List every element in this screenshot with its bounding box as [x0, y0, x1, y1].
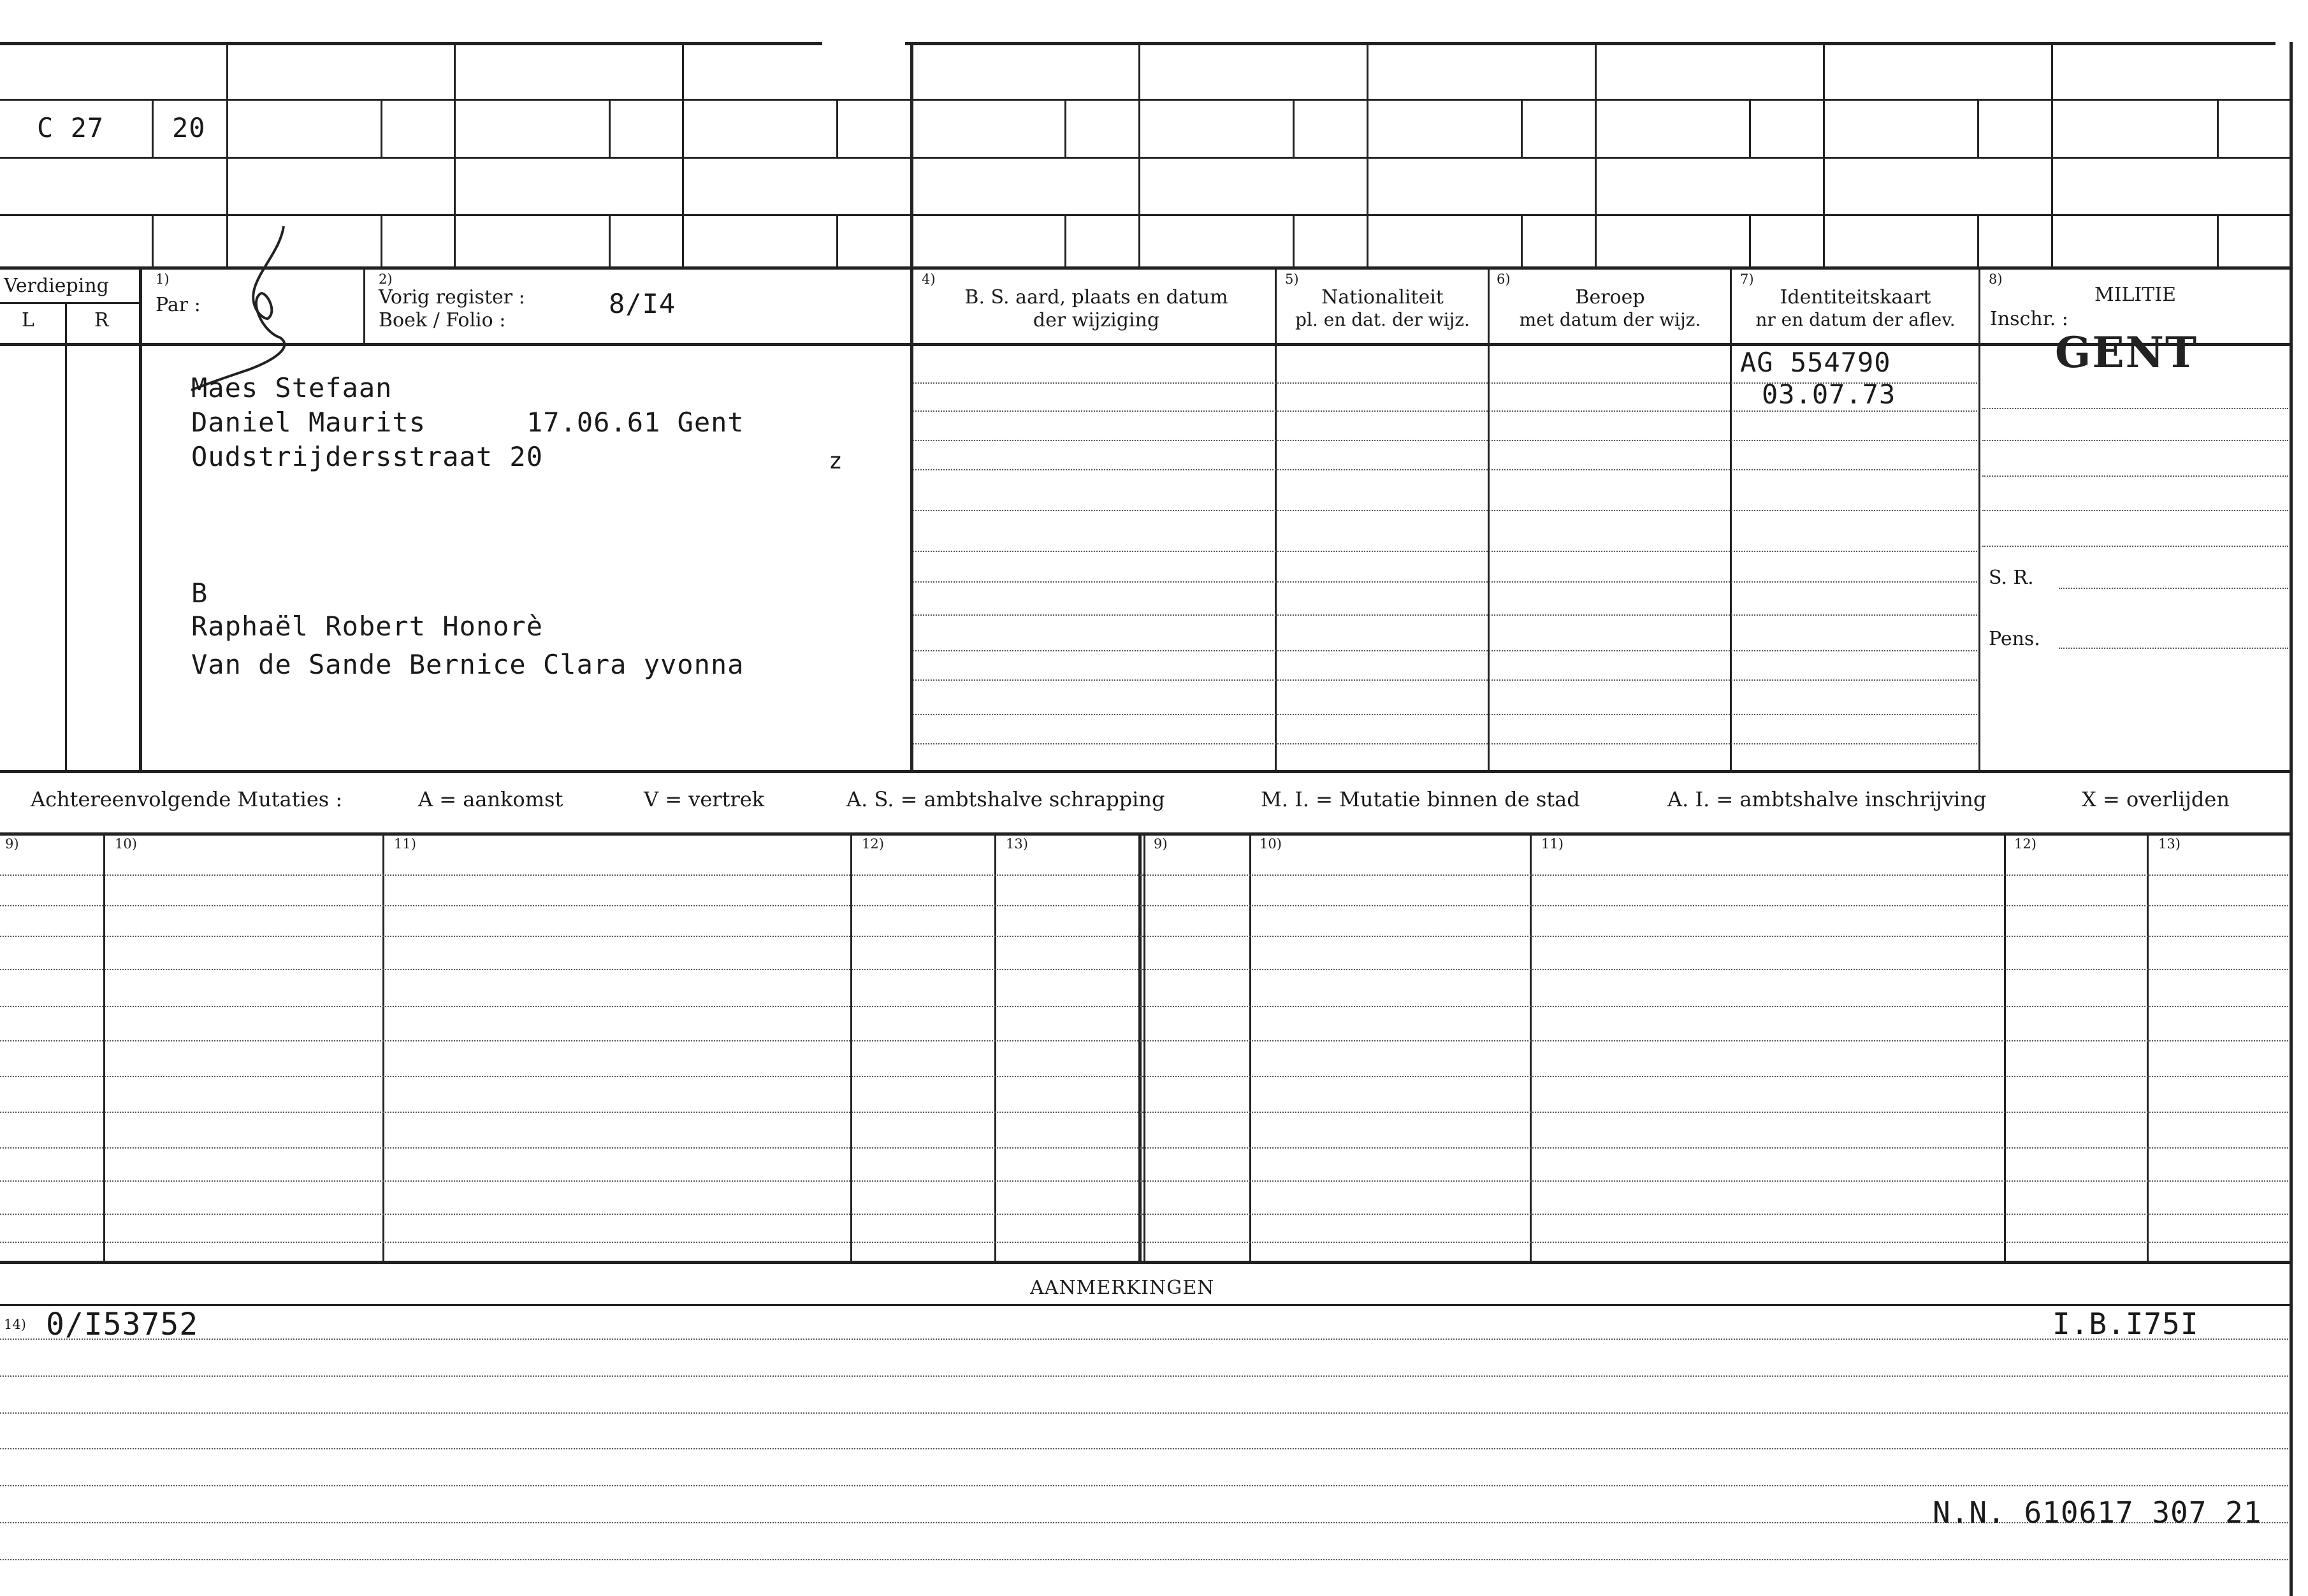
dotted-rule [2059, 588, 2288, 589]
legend-top-rule [0, 770, 2291, 773]
mut-row [0, 969, 2288, 970]
grid-sub [1293, 214, 1295, 266]
dotted-rule [913, 650, 1977, 651]
grid-sub [1749, 214, 1751, 266]
dotted-rule [913, 551, 1977, 552]
floor-l: L [22, 309, 34, 331]
header-rule [0, 343, 2291, 346]
person-line4: Raphaël Robert Honorè [191, 611, 544, 642]
grid-col [1823, 42, 1825, 266]
col-5-number: 5) [1285, 272, 1299, 287]
grid-col [1138, 42, 1140, 266]
col-14-number: 14) [4, 1317, 26, 1332]
person-line2: Daniel Maurits [191, 407, 426, 438]
grid-sub [2217, 99, 2219, 157]
grid-sub [1064, 99, 1066, 157]
national-number: N.N. 610617 307 21 [1933, 1495, 2262, 1530]
mut-row [0, 1147, 2288, 1149]
mut-row [0, 1076, 2288, 1077]
mut-right-col-9: 9) [1154, 836, 1168, 852]
mut-row [0, 1180, 2288, 1182]
legend-a: A = aankomst [418, 787, 563, 811]
legend-x: X = overlijden [2082, 787, 2230, 811]
col-1-border [139, 266, 142, 770]
mut-left-col-10: 10) [115, 836, 137, 852]
person-line5: Van de Sande Bernice Clara yvonna [191, 649, 744, 680]
mut-left-col-12: 12) [862, 836, 884, 852]
mut-col [2147, 832, 2149, 1261]
sr-label: S. R. [1989, 567, 2034, 589]
id-line1: Identiteitskaart [1780, 286, 1931, 308]
grid-sub [1521, 99, 1523, 157]
grid-col [1367, 42, 1368, 266]
person-line1: Maes Stefaan [191, 372, 393, 403]
mut-divider [1138, 832, 1142, 1261]
mut-left-col-11: 11) [394, 836, 416, 852]
book-folio-label: Boek / Folio : [379, 309, 506, 331]
job-line2: met datum der wijz. [1519, 309, 1701, 330]
col-6-number: 6) [1497, 272, 1511, 287]
col-8-number: 8) [1989, 272, 2003, 287]
mut-right-col-10: 10) [1259, 836, 1282, 852]
mut-row [0, 874, 2288, 876]
remarks-row [0, 1559, 2288, 1560]
col-4-border [910, 266, 913, 770]
col-1-number: 1) [156, 272, 170, 287]
grid-sub [609, 99, 611, 157]
bs-line2: der wijziging [1033, 309, 1160, 331]
floor-col-l [65, 302, 67, 770]
dotted-rule [1982, 510, 2288, 511]
legend-bottom-rule [0, 832, 2291, 836]
mark-b: B [191, 577, 208, 609]
mut-col [850, 832, 852, 1261]
grid-sub [1977, 99, 1979, 157]
id-line2: nr en datum der aflev. [1755, 309, 1956, 330]
handwritten-pointer-icon [185, 223, 300, 395]
remarks-value-left: 0/I53752 [46, 1307, 199, 1342]
grid-sub [1977, 214, 1979, 266]
col-7-number: 7) [1740, 272, 1754, 287]
nat-line2: pl. en dat. der wijz. [1295, 309, 1470, 330]
legend-title: Achtereenvolgende Mutaties : [31, 787, 343, 811]
par-label: Par : [156, 294, 201, 316]
top-rule-right [905, 42, 2275, 45]
dotted-rule [913, 614, 1977, 616]
grid-col [1595, 42, 1597, 266]
grid-col [454, 42, 456, 266]
mut-row [0, 1112, 2288, 1113]
dotted-rule [913, 679, 1977, 681]
id-date: 03.07.73 [1762, 379, 1896, 410]
mut-col [382, 832, 384, 1261]
dotted-rule [913, 410, 1977, 412]
code-b: 20 [172, 112, 206, 143]
nat-line1: Nationaliteit [1321, 286, 1444, 308]
dotted-rule [913, 743, 1977, 744]
bs-line1: B. S. aard, plaats en datum [964, 286, 1228, 308]
mark-z: z [829, 448, 843, 474]
dotted-rule [913, 581, 1977, 583]
dotted-rule [1982, 475, 2288, 477]
mut-left-col-13: 13) [1006, 836, 1028, 852]
remarks-top-rule [0, 1261, 2291, 1264]
dotted-rule [1982, 408, 2288, 409]
prev-register-value: 8/I4 [609, 288, 676, 319]
dotted-rule [913, 714, 1977, 715]
mut-col [1249, 832, 1251, 1261]
inschr-label: Inschr. : [1990, 308, 2068, 330]
mut-row [0, 936, 2288, 937]
militie-label: MILITIE [2094, 284, 2177, 306]
grid-sub [1521, 214, 1523, 266]
mut-divider [1143, 832, 1145, 1261]
col-2-border [363, 266, 365, 343]
grid-sub [836, 99, 838, 157]
col-7-border [1730, 266, 1732, 770]
dotted-rule [913, 440, 1977, 441]
grid-col [682, 42, 684, 266]
right-border [2290, 42, 2293, 1596]
grid-rule [0, 214, 2291, 216]
grid-sub [836, 214, 838, 266]
grid-sub [152, 99, 154, 157]
mut-left-col-9: 9) [5, 836, 19, 852]
person-address: Oudstrijdersstraat 20 [191, 441, 544, 472]
legend-ai: A. I. = ambtshalve inschrijving [1667, 787, 1987, 811]
grid-rule [0, 99, 2291, 101]
dotted-rule [2059, 648, 2288, 649]
grid-sub [1293, 99, 1295, 157]
job-line1: Beroep [1575, 286, 1645, 308]
person-birth: 17.06.61 Gent [526, 407, 744, 438]
grid-sub [2217, 214, 2219, 266]
grid-sub [381, 99, 382, 157]
mut-col [1530, 832, 1532, 1261]
mut-row [0, 1214, 2288, 1215]
grid-sub [609, 214, 611, 266]
grid-rule [0, 157, 2291, 159]
dotted-rule [913, 469, 1977, 470]
floor-r: R [94, 309, 109, 331]
code-a: C 27 [37, 112, 105, 143]
remarks-row [0, 1338, 2288, 1340]
prev-register-label: Vorig register : [379, 286, 525, 308]
remarks-row [0, 1412, 2288, 1414]
grid-col [2051, 42, 2053, 266]
floor-split [0, 302, 140, 304]
grid-sub [381, 214, 382, 266]
mut-row [0, 1242, 2288, 1243]
remarks-header-rule [0, 1304, 2291, 1306]
legend-mi: M. I. = Mutatie binnen de stad [1261, 787, 1580, 811]
mut-col [103, 832, 105, 1261]
col-4-number: 4) [922, 272, 936, 287]
mut-right-col-12: 12) [2014, 836, 2036, 852]
col-6-border [1488, 266, 1490, 770]
col-5-border [1275, 266, 1277, 770]
mut-row [0, 1040, 2288, 1041]
remarks-title: AANMERKINGEN [1030, 1277, 1215, 1299]
mut-row [0, 1006, 2288, 1007]
dotted-rule [1982, 440, 2288, 441]
grid-sub [1064, 214, 1066, 266]
grid-sub [1749, 99, 1751, 157]
floor-label: Verdieping [4, 275, 109, 297]
col-8-border [1978, 266, 1980, 770]
pens-label: Pens. [1989, 628, 2040, 650]
mut-row [0, 905, 2288, 906]
mut-right-col-13: 13) [2158, 836, 2181, 852]
dotted-rule [913, 510, 1977, 511]
remarks-row [0, 1485, 2288, 1486]
militie-stamp: GENT [2055, 328, 2198, 377]
top-rule-left [0, 42, 822, 45]
col-2-number: 2) [379, 272, 393, 287]
id-number: AG 554790 [1740, 347, 1891, 378]
remarks-value-right: I.B.I75I [2052, 1307, 2199, 1341]
dotted-rule [1982, 546, 2288, 547]
remarks-row [0, 1448, 2288, 1449]
grid-rule [0, 266, 2291, 270]
mut-col [2004, 832, 2006, 1261]
legend-as: A. S. = ambtshalve schrapping [846, 787, 1165, 811]
mut-right-col-11: 11) [1541, 836, 1564, 852]
mut-col [994, 832, 996, 1261]
grid-col [910, 42, 913, 266]
remarks-row [0, 1375, 2288, 1377]
grid-sub [152, 214, 154, 266]
legend-v: V = vertrek [644, 787, 765, 811]
